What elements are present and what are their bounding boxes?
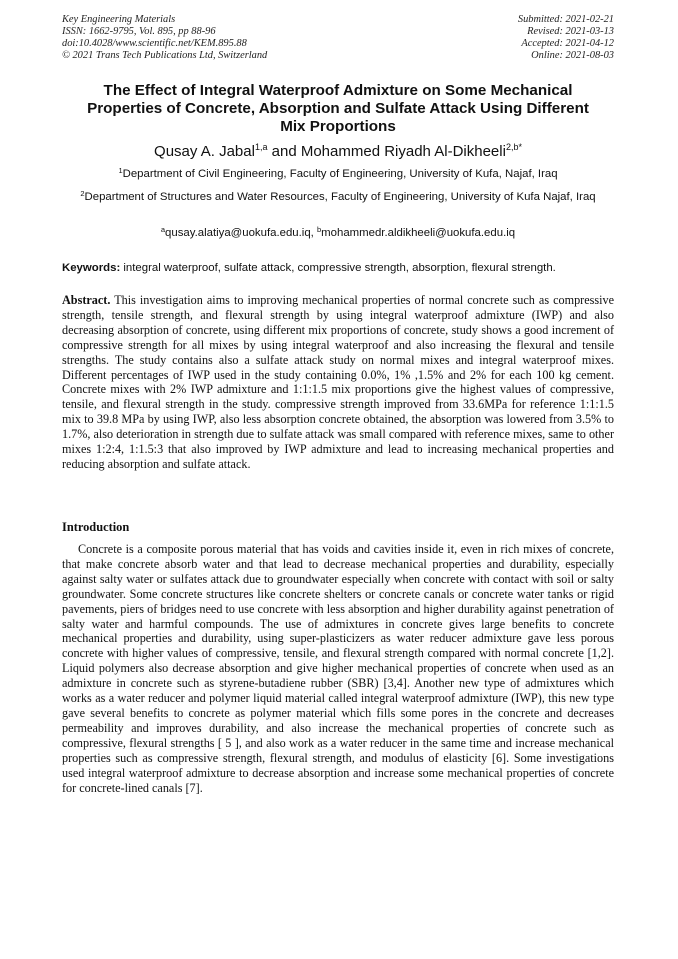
affiliation-superscript: 1 [118, 166, 123, 175]
journal-copyright: © 2021 Trans Tech Publications Ltd, Switzerland [62, 50, 268, 61]
date-submitted: Submitted: 2021-02-21 [517, 14, 614, 25]
affiliation-superscript: 2 [80, 189, 85, 198]
author-emails [62, 226, 614, 241]
keywords-label: Keywords: [62, 262, 121, 274]
keywords-text: integral waterproof, sulfate attack, compressive strength, absorption, flexural strength. [123, 262, 556, 274]
date-online: Online: 2021-08-03 [531, 50, 614, 61]
title-line: Mix Proportions [280, 118, 396, 135]
abstract-label: Abstract. [62, 293, 111, 307]
email-superscript: a [160, 225, 166, 234]
email-link[interactable]: qusay.alatiya@uokufa.edu.iq, [165, 227, 314, 239]
keywords-section [62, 261, 618, 276]
author-name: Qusay A. Jabal [154, 143, 255, 160]
introduction-paragraph: Concrete is a composite porous material that has voids and cavities inside it, even in rich mixes of concrete, that make concrete absorb water and that lead to decrease mechanical properties and durability, especially against salty water or sulfates attack due to groundwater especially when concrete with contact with soil or salty groundwater. Some concrete structures like concrete shelters or concrete canals or concrete water tanks or rigid pavements, piers of bridges need to use concrete with less absorption and higher durability against penetration of salty water and harmful compounds. The use of admixtures in concrete gives large benefits to concrete mechanical properties and durability, using super-plasticizers as water reducer admixture gave less porous concrete with higher values of compressive, tensile, and flexural strength compared with normal concrete [1,2]. Liquid polymers also decrease absorption and give higher mechanical properties of concrete when used as an admixture in concrete such as styrene-butadiene rubber (SBR) [3,4]. Another new type of admixtures which works as a water reducer and polymer liquid material called integral waterproof admixture (IWP), this new type gave several benefits to concrete as polymer material which fills some pores in the concrete and decreases permeability and improves durability, and also increase the mechanical properties of concrete such as compressive, flexural strengths [ 5 ], and also work as a water reducer in the same time and increase mechanical properties such as compressive strength, flexural strength, and modulus of elasticity [6]. Some investigations used integral waterproof admixture to decrease absorption and increase some mechanical properties of concrete for concrete-lined canals [7]. [62, 542, 614, 795]
journal-doi: doi:10.4028/www.scientific.net/KEM.895.88 [62, 38, 247, 49]
date-revised: Revised: 2021-03-13 [527, 26, 614, 37]
submission-dates [518, 14, 614, 62]
title-line: The Effect of Integral Waterproof Admixture on Some Mechanical [103, 82, 573, 99]
paper-title [62, 82, 614, 136]
author-list [62, 143, 614, 161]
introduction-heading: Introduction [62, 520, 130, 534]
author-conjunction: and [267, 143, 301, 160]
affiliation-text: Department of Structures and Water Resources, Faculty of Engineering, University of Kufa Najaf, Iraq [84, 191, 596, 203]
affiliation-1 [62, 167, 614, 182]
affiliation-text: Department of Civil Engineering, Faculty of Engineering, University of Kufa, Najaf, Iraq [122, 168, 558, 180]
affiliation-2 [62, 190, 614, 205]
email-superscript: b [317, 225, 322, 234]
email-link[interactable]: mohammedr.aldikheeli@uokufa.edu.iq [321, 227, 516, 239]
abstract-text: This investigation aims to improving mechanical properties of normal concrete such as compressive strength, tensile strength, and flexural strength by using integral waterproof admixture (IWP) and also decreasing absorption of concrete, using different mix proportions of concrete, study shows a good increment of compressive strength for all mixes by using integral waterproof and also increasing the flexural and tensile strengths. The study contains also a sulfate attack study on normal mixes and integral waterproof mixes. Different percentages of IWP used in the study containing 0.0%, 1% ,1.5% and 2% for each 100 kg cement. Concrete mixes with 2% IWP admixture and 1:1:1.5 mix proportions give the highest values of compressive, tensile, and flexural strength in the study. compressive strength improved from 33.6MPa for reference 1:1:1.5 mix to 39.8 MPa by using IWP, also less absorption concrete obtained, the absorption was lowered from 3.5% to 1.7%, also deterioration in strength due to sulfate attack was small compared with reference mixes, same to other mixes 1:2:4, 1:1.5:3 that also improved by IWP admixture and lead to increasing mechanical properties and reducing absorption and sulfate attack. [62, 293, 615, 471]
journal-issn: ISSN: 1662-9795, Vol. 895, pp 88-96 [62, 26, 216, 37]
author-superscript: 2,b* [505, 142, 522, 152]
journal-info [62, 14, 267, 62]
author-name: Mohammed Riyadh Al-Dikheeli [300, 143, 506, 160]
author-superscript: 1,a [254, 142, 268, 152]
title-line: Properties of Concrete, Absorption and Sulfate Attack Using Different [87, 100, 589, 117]
abstract-section [62, 293, 614, 472]
journal-name: Key Engineering Materials [62, 14, 176, 25]
date-accepted: Accepted: 2021-04-12 [521, 38, 614, 49]
